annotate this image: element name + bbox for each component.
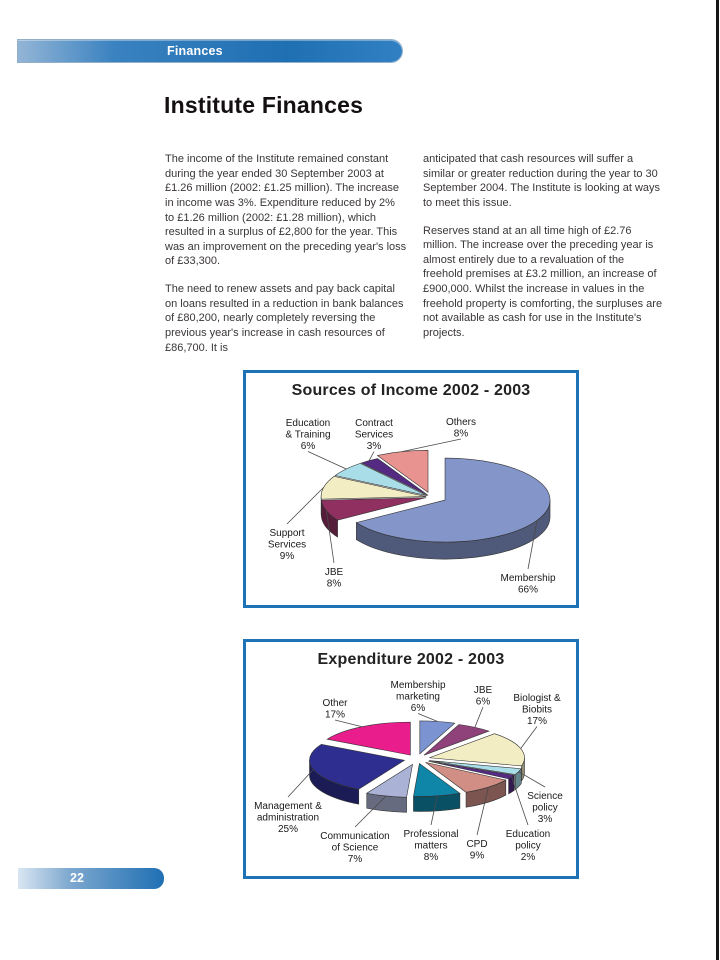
svg-text:Communicationof Science7%: Communication of Science 7% <box>320 831 390 865</box>
paragraph: The income of the Institute remained constant during the year ended 30 September 2003 at £1.26 million (2002: £1.25 million). The increase in income was 3%. Expenditure reduced by 2% to £1.26 million (2002: £1.28 million), which resulted in a surplus of £2,800 for the year. This was an improvement on the preceding year's loss of £33,300. <box>165 153 407 268</box>
page-title: Institute Finances <box>164 92 364 118</box>
svg-text:Management &administration25%: Management & administration 25% <box>254 801 322 835</box>
svg-text:Educationpolicy2%: Education policy 2% <box>505 829 551 863</box>
section-tab-label: Finances <box>167 44 223 58</box>
svg-text:Other17%: Other 17% <box>322 698 348 721</box>
svg-text:Others8%: Others 8% <box>445 417 477 440</box>
expenditure-pie-chart <box>246 671 576 869</box>
svg-text:SupportServices9%: Support Services 9% <box>267 528 307 562</box>
paragraph: Reserves stand at an all time high of £2.76 million. The increase over the preceding year is almost entirely due to a revaluation of the freehold premises at £3.2 million, an increase of £900,000. Whilst the increase in values in the freehold property is comforting, the surpluses are not available as cash for use in the Institute's projects. <box>423 224 663 339</box>
paragraph: The need to renew assets and pay back capital on loans resulted in a reduction in bank balances of £80,200, nearly completely reversing the previous year's increase in cash resources of £86,700. It is <box>165 283 404 354</box>
column-right <box>423 152 665 368</box>
svg-text:JBE6%: JBE 6% <box>473 685 493 708</box>
section-tab-bar <box>18 40 402 62</box>
svg-text:Education& Training6%: Education & Training 6% <box>285 418 331 452</box>
page-edge-line <box>716 0 719 960</box>
page-number-pill <box>18 868 164 889</box>
income-pie-chart <box>246 402 576 604</box>
svg-text:JBE8%: JBE 8% <box>324 567 344 590</box>
svg-text:Sciencepolicy3%: Science policy 3% <box>527 791 563 825</box>
income-chart-box <box>243 370 579 608</box>
body-columns <box>165 152 665 368</box>
svg-text:Membership66%: Membership 66% <box>500 573 556 596</box>
svg-text:Membershipmarketing6%: Membership marketing 6% <box>390 680 446 714</box>
expenditure-chart-title: Expenditure 2002 - 2003 <box>317 651 505 668</box>
expenditure-chart-box <box>243 639 579 879</box>
svg-text:ContractServices3%: Contract Services 3% <box>354 418 394 452</box>
income-chart-title: Sources of Income 2002 - 2003 <box>291 382 531 399</box>
svg-text:Professionalmatters8%: Professional matters 8% <box>403 829 459 863</box>
paragraph: anticipated that cash resources will suffer a similar or greater reduction during the year to 30 September 2004. The Institute is looking at ways to meet this issue. <box>423 153 661 209</box>
column-left <box>165 152 407 368</box>
svg-text:Biologist &Biobits17%: Biologist & Biobits 17% <box>513 693 561 727</box>
page-number: 22 <box>70 871 84 885</box>
svg-text:CPD9%: CPD 9% <box>466 839 488 862</box>
